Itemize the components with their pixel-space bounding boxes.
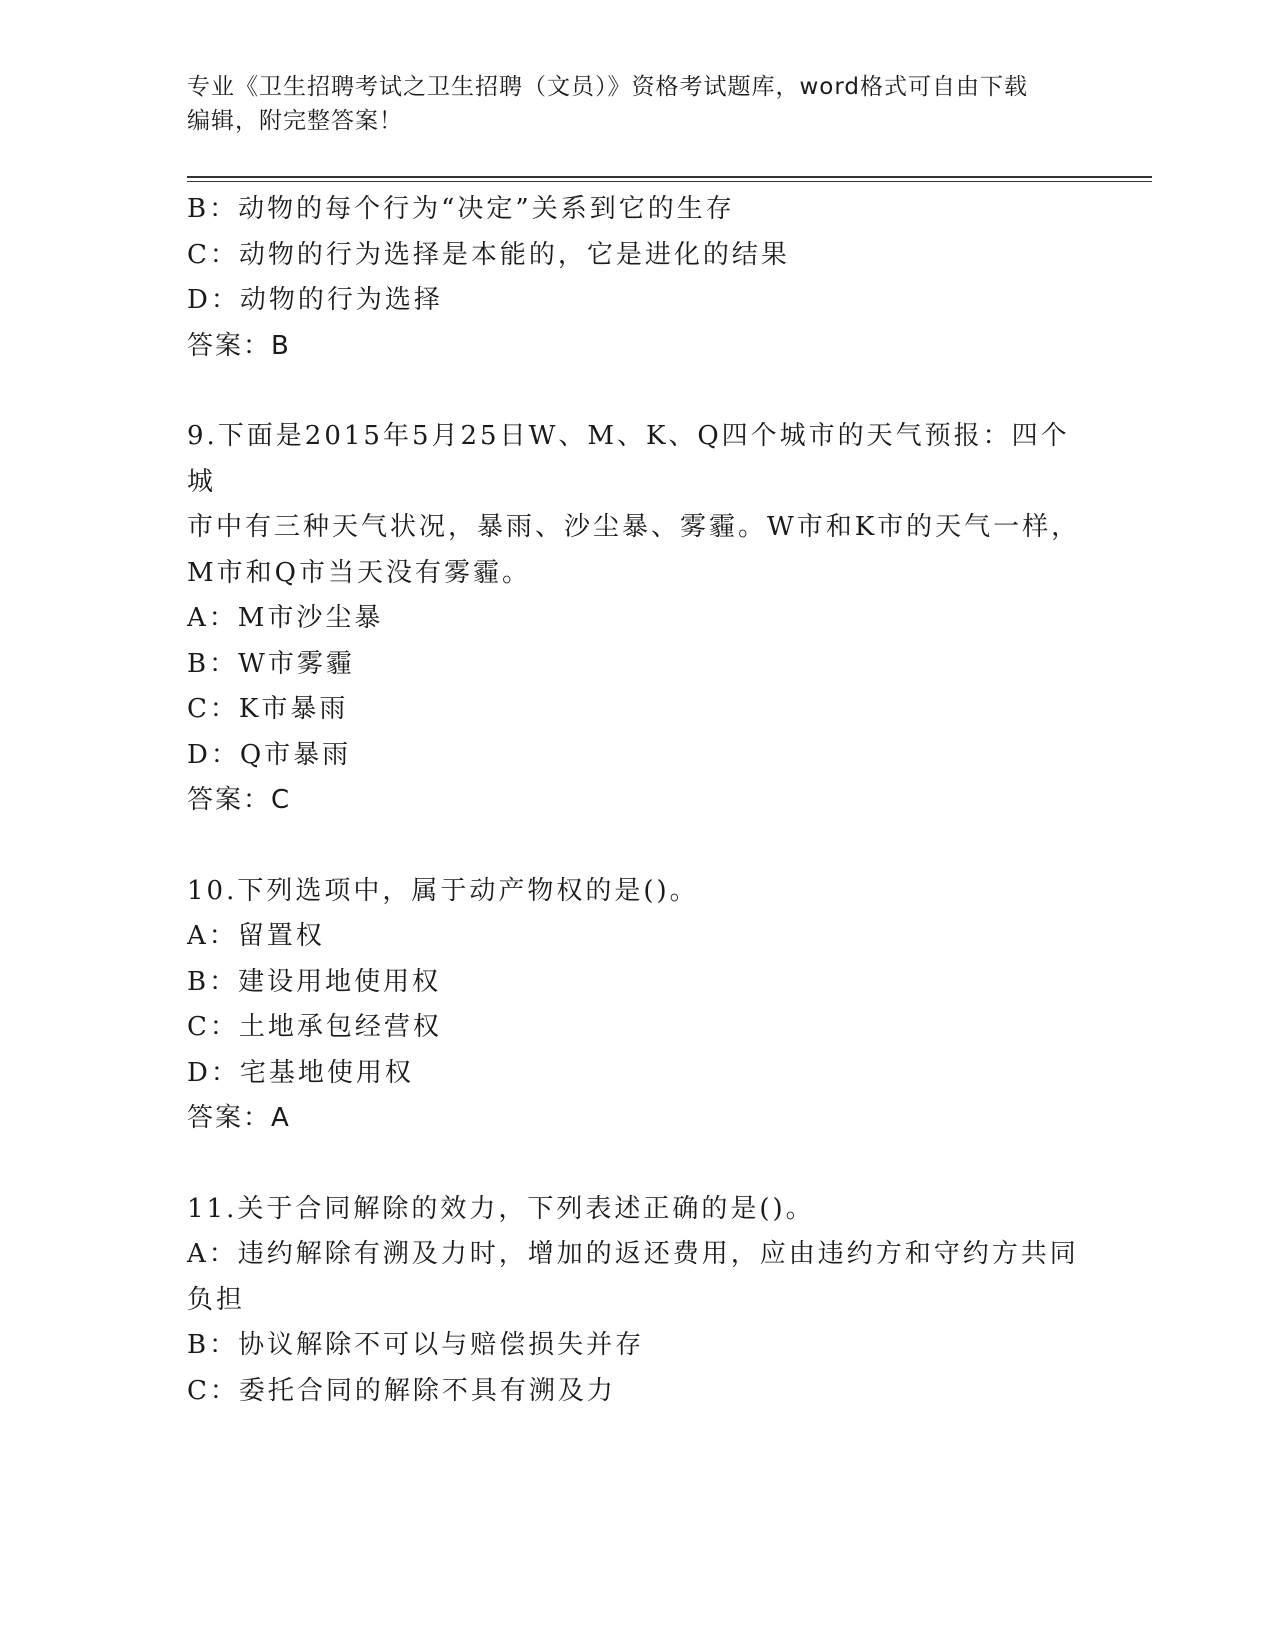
option-d: D：动物的行为选择 [187,285,443,315]
question-8 [187,187,1087,369]
question-stem-line: 10.下列选项中，属于动产物权的是()。 [187,875,699,906]
answer-label: 答案：B [187,330,291,361]
option-b: B：协议解除不可以与赔偿损失并存 [187,1330,645,1360]
option-b: B：动物的每个行为“决定”关系到它的生存 [187,194,735,224]
question-stem-line: M市和Q市当天没有雾霾。 [187,557,531,588]
question-11 [187,1187,1087,1415]
option-b: B：W市雾霾 [187,648,355,679]
header-line-1: 专业《卫生招聘考试之卫生招聘（文员）》资格考试题库，word格式可自由下载 [187,74,1029,100]
question-stem-line: 市中有三种天气状况，暴雨、沙尘暴、雾霾。W市和K市的天气一样， [187,512,1081,542]
option-d: D：宅基地使用权 [187,1057,414,1088]
question-stem-line: 11.关于合同解除的效力，下列表述正确的是()。 [187,1193,815,1224]
option-c: C：动物的行为选择是本能的，它是进化的结果 [187,239,790,270]
option-b: B：建设用地使用权 [187,966,442,997]
option-a: A：违约解除有溯及力时，增加的返还费用，应由违约方和守约方共同 [187,1239,1079,1269]
option-a: A：M市沙尘暴 [187,603,384,633]
answer-label: 答案：A [187,1103,291,1133]
option-d: D：Q市暴雨 [187,739,352,770]
header-divider-thick [187,176,1152,178]
document-header [187,70,1087,138]
header-line-2: 编辑，附完整答案！ [187,108,403,134]
header-divider-thin [187,181,1152,182]
question-stem-line: 9.下面是2015年5月25日W、M、K、Q四个城市的天气预报：四个城 [187,421,1070,497]
question-10 [187,869,1087,1142]
option-c: C：委托合同的解除不具有溯及力 [187,1375,616,1406]
option-c: C：土地承包经营权 [187,1012,442,1042]
question-9 [187,414,1087,824]
answer-label: 答案：C [187,785,292,815]
option-a-continued: 负担 [187,1284,246,1315]
option-a: A：留置权 [187,921,325,951]
option-c: C：K市暴雨 [187,694,349,724]
question-list [187,187,1087,1414]
